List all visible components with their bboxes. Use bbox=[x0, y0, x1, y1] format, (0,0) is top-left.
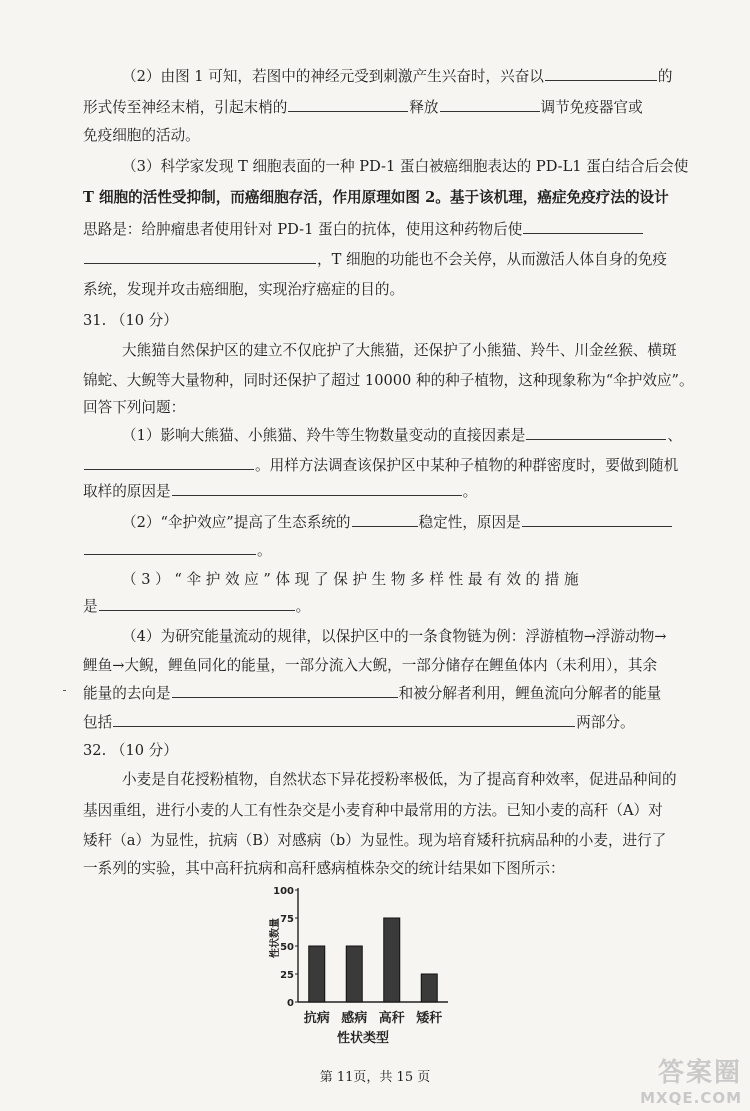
q31-2-line2 bbox=[83, 540, 272, 561]
answer-blank[interactable] bbox=[545, 66, 657, 81]
chart-bar bbox=[384, 918, 400, 1002]
q30-2-line2 bbox=[83, 97, 643, 118]
q31-4-line1: （4）为研究能量流动的规律，以保护区中的一条食物链为例：浮游植物→浮游动物→ bbox=[122, 628, 667, 645]
q31-2-line1 bbox=[122, 512, 673, 533]
q30-2-text: 的 bbox=[657, 68, 673, 85]
answer-blank[interactable] bbox=[440, 97, 540, 112]
q31-3-text: 是 bbox=[83, 598, 98, 615]
q31-1-text: 。用样方法调查该保护区中某种子植物的种群密度时，要做到随机 bbox=[255, 457, 679, 474]
chart-y-tick-label: 25 bbox=[280, 970, 294, 981]
chart-x-tick-label: 感病 bbox=[341, 1011, 368, 1026]
q30-3-line3 bbox=[83, 219, 644, 240]
q30-3-line2: T 细胞的活性受抑制，而癌细胞存活，作用原理如图 2。基于该机理，癌症免疫疗法的设计 bbox=[83, 189, 669, 206]
q31-header: 31. （10 分） bbox=[83, 312, 178, 329]
answer-blank[interactable] bbox=[288, 97, 408, 112]
answer-blank[interactable] bbox=[523, 219, 643, 234]
q31-4-text: 包括 bbox=[83, 714, 113, 731]
q31-intro-line1: 大熊猫自然保护区的建立不仅庇护了大熊猫，还保护了小熊猫、羚牛、川金丝猴、横斑 bbox=[122, 342, 677, 359]
q31-4-line4 bbox=[83, 712, 635, 733]
q31-intro-line3: 回答下列问题： bbox=[83, 399, 186, 416]
chart-x-axis-label: 性状类型 bbox=[336, 1031, 390, 1046]
answer-blank[interactable] bbox=[99, 596, 295, 611]
chart-x-tick-label: 高秆 bbox=[378, 1011, 405, 1026]
q31-4-line3 bbox=[83, 683, 661, 704]
chart-x-tick-label: 矮秆 bbox=[416, 1011, 443, 1026]
q31-4-text: 和被分解者利用，鲤鱼流向分解者的能量 bbox=[398, 685, 662, 702]
bar-chart bbox=[262, 880, 452, 1050]
answer-blank[interactable] bbox=[172, 683, 398, 698]
chart-bars bbox=[309, 918, 438, 1002]
q30-3-line4 bbox=[83, 249, 667, 270]
q31-4-line2: 鲤鱼→大鲵，鲤鱼同化的能量，一部分流入大鲵，一部分储存在鲤鱼体内（未利用），其余 bbox=[83, 657, 658, 674]
q30-3-line5: 系统，发现并攻击癌细胞，实现治疗癌症的目的。 bbox=[83, 281, 405, 298]
q31-1-line2 bbox=[83, 455, 678, 476]
chart-bar bbox=[346, 946, 362, 1002]
q31-1-text: （1）影响大熊猫、小熊猫、羚牛等生物数量变动的直接因素是 bbox=[122, 427, 526, 444]
page-number: 第 11页，共 15 页 bbox=[319, 1070, 431, 1085]
q31-1-text: 。 bbox=[462, 483, 478, 500]
answer-blank[interactable] bbox=[84, 540, 256, 555]
watermark-cn: 答案圈 bbox=[657, 1058, 742, 1088]
chart-bar bbox=[421, 974, 437, 1002]
q31-4-text: 两部分。 bbox=[576, 714, 635, 731]
q30-3-line1: （3）科学家发现 T 细胞表面的一种 PD-1 蛋白被癌细胞表达的 PD-L1 蛋白结合后会使 bbox=[122, 158, 689, 175]
answer-blank[interactable] bbox=[172, 481, 462, 496]
chart-y-tick-label: 75 bbox=[280, 914, 294, 925]
q31-4-text: 能量的去向是 bbox=[83, 685, 171, 702]
q32-line3: 矮秆（a）为显性，抗病（B）对感病（b）为显性。现为培育矮秆抗病品种的小麦，进行了 bbox=[83, 832, 667, 849]
q32-header: 32. （10 分） bbox=[83, 742, 178, 759]
q31-1-line3 bbox=[83, 481, 477, 502]
q31-2-text: （2）“伞护效应”提高了生态系统的 bbox=[122, 514, 351, 531]
answer-blank[interactable] bbox=[84, 249, 316, 264]
chart-x-ticks bbox=[304, 1010, 443, 1026]
q30-2-text: 调节免疫器官或 bbox=[540, 99, 643, 116]
answer-blank[interactable] bbox=[113, 712, 575, 727]
q30-3-text: 思路是：给肿瘤患者使用针对 PD-1 蛋白的抗体，使用这种药物后使 bbox=[83, 221, 523, 238]
q31-3-line1: （ 3 ） “ 伞 护 效 应 ” 体 现 了 保 护 生 物 多 样 性 最 有 效 的 措 施 bbox=[122, 571, 579, 588]
q30-2-line1 bbox=[122, 66, 673, 87]
q30-3-text: ，T 细胞的功能也不会关停，从而激活人体自身的免疫 bbox=[317, 251, 668, 268]
q31-2-text: 稳定性，原因是 bbox=[418, 514, 521, 531]
q31-1-text: 、 bbox=[667, 427, 682, 444]
q30-2-text: （2）由图 1 可知，若图中的神经元受到刺激产生兴奋时，兴奋以 bbox=[122, 68, 544, 85]
q31-1-line1 bbox=[122, 425, 682, 446]
answer-blank[interactable] bbox=[522, 512, 672, 527]
answer-blank[interactable] bbox=[352, 512, 418, 527]
q32-line4: 一系列的实验，其中高秆抗病和高秆感病植株杂交的统计结果如下图所示： bbox=[83, 860, 565, 877]
q31-2-text: 。 bbox=[257, 542, 272, 559]
chart-y-axis-label: 性状数量 bbox=[270, 918, 281, 958]
q32-line2: 基因重组，进行小麦的人工有性杂交是小麦育种中最常用的方法。已知小麦的高秆（A）对 bbox=[83, 802, 663, 819]
chart-y-tick-label: 50 bbox=[280, 942, 294, 953]
answer-blank[interactable] bbox=[526, 425, 666, 440]
watermark-logo bbox=[640, 1052, 742, 1107]
chart-y-tick-label: 100 bbox=[273, 886, 294, 897]
q31-3-text: 。 bbox=[295, 598, 311, 615]
q30-2-text: 形式传至神经末梢，引起末梢的 bbox=[83, 99, 288, 116]
q30-2-line3: 免疫细胞的活动。 bbox=[83, 127, 200, 144]
q32-line1: 小麦是自花授粉植物，自然状态下异花授粉率极低，为了提高育种效率，促进品种间的 bbox=[122, 771, 677, 788]
chart-y-tick-label: 0 bbox=[287, 998, 294, 1009]
q31-intro-line2: 锦蛇、大鲵等大量物种，同时还保护了超过 10000 种的种子植物，这种现象称为“伞护效应”。 bbox=[83, 372, 694, 389]
q31-1-text: 取样的原因是 bbox=[83, 483, 171, 500]
chart-x-tick-label: 抗病 bbox=[303, 1011, 330, 1026]
stray-mark bbox=[63, 690, 66, 691]
chart-bar bbox=[309, 946, 325, 1002]
q31-3-line2 bbox=[83, 596, 310, 617]
watermark-en: MXQE.COM bbox=[640, 1089, 742, 1107]
q30-2-text: 释放 bbox=[409, 99, 439, 116]
answer-blank[interactable] bbox=[84, 455, 254, 470]
